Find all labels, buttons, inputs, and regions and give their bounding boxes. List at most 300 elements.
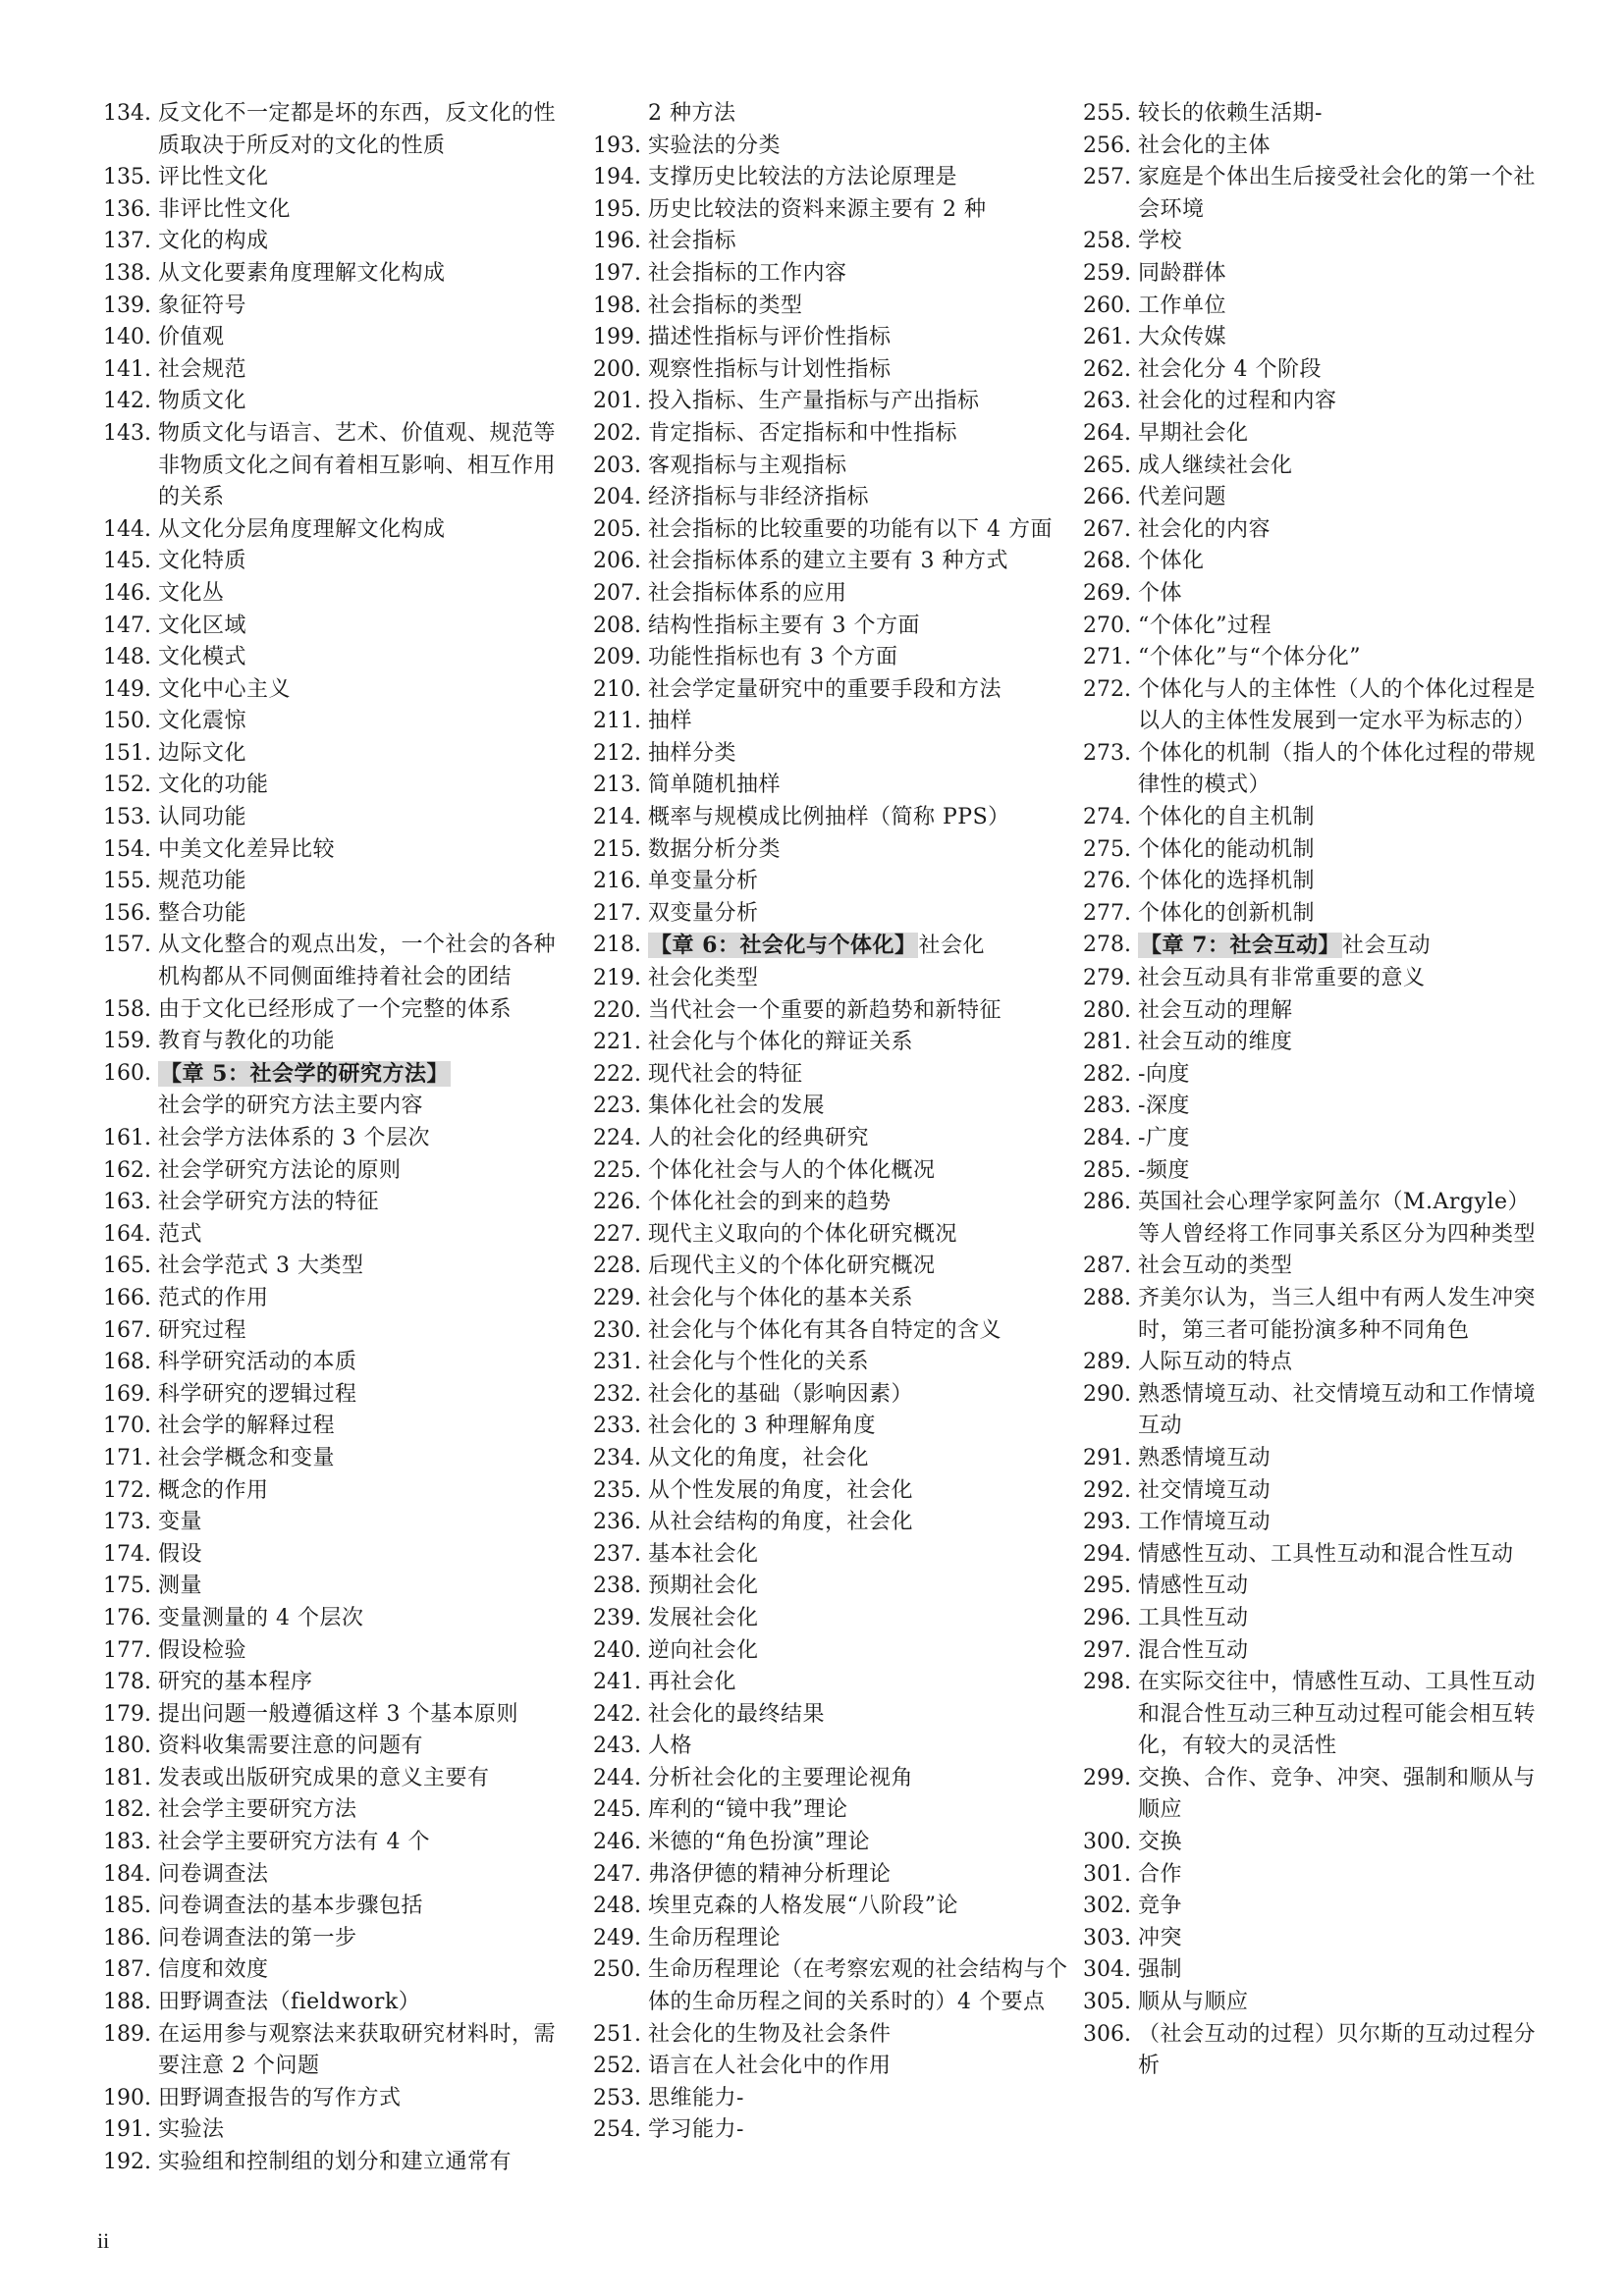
entry-label: 情感性互动、工具性互动和混合性互动 — [1138, 1541, 1514, 1567]
entry-number: 223. — [593, 1094, 641, 1119]
entry-label: 交换、合作、竞争、冲突、强制和顺从与顺应 — [1138, 1765, 1537, 1823]
entry-number: 305. — [1083, 1990, 1131, 2015]
entry-text — [1138, 611, 1548, 643]
entry-number: 298. — [1083, 1670, 1131, 1695]
entry-number: 273. — [1083, 740, 1131, 766]
entry-number: 229. — [593, 1285, 641, 1310]
toc-entry — [1077, 1635, 1548, 1668]
entry-label: 整合功能 — [158, 900, 247, 926]
entry-text — [158, 546, 568, 578]
toc-entry — [587, 451, 1068, 483]
entry-text — [648, 1155, 1068, 1188]
entry-text — [648, 1603, 1068, 1635]
entry-label: -广度 — [1138, 1126, 1190, 1150]
entry-number: 274. — [1083, 805, 1131, 830]
entry-number: 300. — [1083, 1830, 1131, 1855]
entry-number: 194. — [593, 165, 641, 190]
entry-label: 预期社会化 — [648, 1574, 759, 1599]
toc-entry — [587, 866, 1068, 898]
toc-column-2 — [587, 98, 1068, 2147]
toc-entry — [587, 162, 1068, 194]
toc-entry — [97, 1923, 568, 1955]
entry-text — [648, 2051, 1068, 2083]
entry-text — [648, 194, 1068, 227]
toc-entry — [587, 354, 1068, 387]
toc-entry — [1077, 1059, 1548, 1092]
toc-entry — [587, 1603, 1068, 1635]
entry-text — [648, 1091, 1068, 1123]
entry-label: 社会指标体系的建立主要有 3 种方式 — [648, 549, 1008, 574]
entry-label: 社会化与个体化有其各自特定的含义 — [648, 1317, 1002, 1343]
entry-text — [158, 930, 568, 993]
entry-text — [158, 738, 568, 771]
entry-text — [158, 386, 568, 418]
entry-number: 286. — [1083, 1190, 1131, 1215]
toc-entry — [1077, 291, 1548, 323]
toc-entry — [97, 514, 568, 547]
entry-text — [648, 514, 1068, 547]
entry-label: 社会学范式 3 大类型 — [158, 1254, 364, 1279]
entry-label: “个体化”过程 — [1138, 613, 1272, 638]
entry-number: 198. — [593, 293, 641, 318]
toc-entry — [97, 1827, 568, 1859]
toc-entry — [1077, 1539, 1548, 1572]
entry-text — [1138, 674, 1548, 738]
entry-text — [648, 834, 1068, 867]
toc-entry — [587, 482, 1068, 514]
entry-number: 293. — [1083, 1510, 1131, 1535]
entry-label: 在实际交往中，情感性互动、工具性互动和混合性互动三种互动过程可能会相互转化，有较大的灵活性 — [1138, 1670, 1537, 1759]
entry-text — [648, 1315, 1068, 1348]
toc-entry — [587, 834, 1068, 867]
entry-text — [1138, 354, 1548, 387]
entry-number: 205. — [593, 516, 641, 542]
entry-text — [158, 322, 568, 354]
toc-entry — [587, 1315, 1068, 1348]
entry-text — [1138, 322, 1548, 354]
entry-text — [158, 1603, 568, 1635]
entry-label: 研究过程 — [158, 1317, 247, 1343]
entry-number: 135. — [103, 165, 151, 190]
entry-label: 规范功能 — [158, 869, 247, 894]
entry-number: 215. — [593, 836, 641, 862]
entry-text — [648, 1411, 1068, 1443]
entry-text — [648, 1251, 1068, 1283]
entry-label: 观察性指标与计划性指标 — [648, 356, 892, 382]
entry-text — [1138, 1475, 1548, 1508]
entry-number: 145. — [103, 549, 151, 574]
toc-entry — [587, 1539, 1068, 1572]
toc-entry — [97, 930, 568, 993]
entry-text — [1138, 1667, 1548, 1763]
toc-entry — [587, 546, 1068, 578]
entry-number: 285. — [1083, 1157, 1131, 1183]
entry-number: 148. — [103, 645, 151, 670]
entry-label: 英国社会心理学家阿盖尔（M.Argyle）等人曾经将工作同事关系区分为四种类型 — [1138, 1190, 1537, 1247]
entry-label: 实验法 — [158, 2117, 225, 2143]
entry-label: 文化丛 — [158, 580, 225, 606]
entry-text — [158, 834, 568, 867]
toc-entry — [587, 738, 1068, 771]
entry-text — [158, 611, 568, 643]
entry-text — [1138, 98, 1548, 131]
entry-text — [648, 1954, 1068, 2018]
entry-label: 强制 — [1138, 1957, 1183, 1983]
entry-number: 211. — [593, 709, 641, 734]
entry-number: 202. — [593, 420, 641, 446]
entry-text — [158, 1155, 568, 1188]
entry-number: 280. — [1083, 997, 1131, 1023]
entry-text — [648, 131, 1068, 163]
entry-text — [158, 1731, 568, 1763]
entry-text — [1138, 995, 1548, 1028]
entry-text — [648, 1539, 1068, 1572]
entry-label: 在运用参与观察法来获取研究材料时，需要注意 2 个问题 — [158, 2021, 557, 2079]
entry-label: 混合性互动 — [1138, 1637, 1249, 1663]
entry-number: 302. — [1083, 1894, 1131, 1919]
entry-number: 265. — [1083, 453, 1131, 478]
entry-number: 284. — [1083, 1126, 1131, 1150]
entry-label: 从文化要素角度理解文化构成 — [158, 260, 446, 286]
entry-label: 社会化的生物及社会条件 — [648, 2021, 892, 2047]
entry-text — [158, 1379, 568, 1412]
entry-text — [1138, 482, 1548, 514]
entry-text — [1138, 1347, 1548, 1379]
entry-label: 范式 — [158, 1221, 203, 1247]
toc-entry — [587, 770, 1068, 802]
entry-label: 社会化 — [918, 934, 985, 959]
toc-entry — [1077, 1667, 1548, 1763]
toc-entry — [97, 98, 568, 162]
toc-entry — [1077, 1091, 1548, 1123]
entry-text — [158, 1507, 568, 1539]
entry-label: 文化震惊 — [158, 709, 247, 734]
toc-entry — [97, 194, 568, 227]
entry-number: 155. — [103, 869, 151, 894]
toc-entry — [97, 1187, 568, 1219]
entry-text — [648, 866, 1068, 898]
toc-entry — [97, 1251, 568, 1283]
entry-label: 社会化与个体化的辩证关系 — [648, 1030, 914, 1055]
entry-number: 175. — [103, 1574, 151, 1599]
entry-text — [158, 1315, 568, 1348]
toc-column-1 — [97, 98, 568, 2179]
entry-text — [648, 642, 1068, 674]
entry-label: 生命历程理论（在考察宏观的社会结构与个体的生命历程之间的关系时的）4 个要点 — [648, 1957, 1068, 2015]
entry-text — [158, 1058, 568, 1092]
entry-number: 290. — [1083, 1381, 1131, 1407]
entry-number: 232. — [593, 1381, 641, 1407]
entry-number: 166. — [103, 1285, 151, 1310]
toc-entry — [1077, 995, 1548, 1028]
entry-number: 301. — [1083, 1861, 1131, 1887]
entry-text — [1138, 1379, 1548, 1443]
entry-number: 167. — [103, 1317, 151, 1343]
entry-label: 情感性互动 — [1138, 1574, 1249, 1599]
entry-number: 199. — [593, 325, 641, 350]
entry-text — [1138, 1059, 1548, 1092]
entry-number: 182. — [103, 1797, 151, 1823]
entry-text — [158, 1571, 568, 1603]
entry-label: 社会互动 — [1341, 934, 1431, 959]
entry-number: 291. — [1083, 1445, 1131, 1470]
entry-text — [648, 354, 1068, 387]
toc-entry — [97, 1539, 568, 1572]
entry-number: 149. — [103, 676, 151, 702]
entry-text — [1138, 162, 1548, 226]
entry-label: 投入指标、生产量指标与产出指标 — [648, 389, 980, 414]
entry-label: 简单随机抽样 — [648, 773, 782, 798]
entry-label: 个体化的机制（指人的个体化过程的带规律性的模式） — [1138, 740, 1537, 798]
entry-number: 289. — [1083, 1350, 1131, 1375]
entry-text — [158, 291, 568, 323]
entry-label: 个体化的创新机制 — [1138, 900, 1316, 926]
toc-entry — [97, 162, 568, 194]
entry-label: 顺从与顺应 — [1138, 1990, 1249, 2015]
entry-number: 233. — [593, 1414, 641, 1439]
entry-number: 252. — [593, 2054, 641, 2079]
entry-text — [158, 514, 568, 547]
entry-label: 双变量分析 — [648, 900, 759, 926]
toc-entry — [587, 418, 1068, 451]
entry-text — [1138, 514, 1548, 547]
chapter-heading-entry — [1077, 930, 1548, 963]
entry-text — [1138, 930, 1548, 963]
entry-number: 168. — [103, 1350, 151, 1375]
entry-number: 267. — [1083, 516, 1131, 542]
toc-entry — [587, 1794, 1068, 1827]
entry-label: 社会学主要研究方法 — [158, 1797, 357, 1823]
toc-entry — [1077, 546, 1548, 578]
toc-entry — [97, 1859, 568, 1892]
entry-number: 264. — [1083, 420, 1131, 446]
chapter-heading-entry — [97, 1058, 568, 1092]
entry-number: 212. — [593, 740, 641, 766]
entry-number: 237. — [593, 1541, 641, 1567]
entry-number: 136. — [103, 196, 151, 222]
entry-number: 208. — [593, 613, 641, 638]
entry-number: 196. — [593, 229, 641, 254]
entry-text — [158, 98, 568, 162]
entry-number: 134. — [103, 101, 151, 126]
toc-entry — [587, 322, 1068, 354]
entry-number: 184. — [103, 1861, 151, 1887]
entry-number: 161. — [103, 1126, 151, 1150]
toc-entry — [587, 258, 1068, 291]
entry-text — [158, 1187, 568, 1219]
toc-entry — [97, 2019, 568, 2083]
entry-label: 肯定指标、否定指标和中性指标 — [648, 420, 958, 446]
entry-number: 195. — [593, 196, 641, 222]
toc-entry — [587, 1699, 1068, 1732]
entry-label: 社会指标体系的应用 — [648, 580, 847, 606]
toc-entry — [587, 802, 1068, 834]
entry-label: 认同功能 — [158, 805, 247, 830]
entry-text — [648, 963, 1068, 995]
entry-label: 早期社会化 — [1138, 420, 1249, 446]
entry-number: 259. — [1083, 260, 1131, 286]
toc-entry — [97, 1123, 568, 1155]
entry-text — [1138, 1283, 1548, 1347]
entry-text — [158, 1794, 568, 1827]
toc-entry — [97, 611, 568, 643]
entry-number: 200. — [593, 356, 641, 382]
entry-number: 249. — [593, 1925, 641, 1950]
toc-entry — [1077, 1923, 1548, 1955]
toc-entry — [587, 291, 1068, 323]
entry-label: 学习能力- — [648, 2117, 744, 2143]
entry-label: 测量 — [158, 1574, 203, 1599]
toc-entry — [587, 611, 1068, 643]
entry-text — [158, 2083, 568, 2115]
entry-label: 集体化社会的发展 — [648, 1094, 826, 1119]
toc-entry — [587, 706, 1068, 738]
entry-label: 2 种方法 — [648, 101, 736, 126]
toc-entry — [587, 1635, 1068, 1668]
entry-text — [648, 1763, 1068, 1795]
entry-number: 201. — [593, 389, 641, 414]
entry-label: 同龄群体 — [1138, 260, 1227, 286]
entry-label: 评比性文化 — [158, 165, 269, 190]
entry-label: 假设 — [158, 1541, 203, 1567]
entry-text — [158, 1827, 568, 1859]
entry-number: 172. — [103, 1477, 151, 1503]
toc-entry — [97, 578, 568, 611]
entry-number: 191. — [103, 2117, 151, 2143]
toc-entry — [587, 578, 1068, 611]
entry-text — [648, 1219, 1068, 1252]
entry-text — [1138, 131, 1548, 163]
toc-entry — [587, 963, 1068, 995]
entry-label: -向度 — [1138, 1061, 1190, 1087]
entry-number: 269. — [1083, 580, 1131, 606]
entry-number: 186. — [103, 1925, 151, 1950]
entry-text — [1138, 418, 1548, 451]
toc-entry — [97, 1571, 568, 1603]
entry-label: 象征符号 — [158, 293, 247, 318]
entry-number: 158. — [103, 996, 151, 1022]
entry-number: 297. — [1083, 1637, 1131, 1663]
entry-text — [648, 322, 1068, 354]
entry-text — [648, 1443, 1068, 1475]
entry-label: 描述性指标与评价性指标 — [648, 325, 892, 350]
entry-text — [648, 386, 1068, 418]
toc-entry — [97, 258, 568, 291]
entry-number: 190. — [103, 2085, 151, 2110]
entry-label: 社交情境互动 — [1138, 1477, 1272, 1503]
entry-label: 社会学的解释过程 — [158, 1414, 336, 1439]
entry-number: 147. — [103, 613, 151, 638]
entry-number: 240. — [593, 1637, 641, 1663]
entry-label: 个体化与人的主体性（人的个体化过程是以人的主体性发展到一定水平为标志的） — [1138, 676, 1537, 734]
entry-label: 社会学定量研究中的重要手段和方法 — [648, 676, 1002, 702]
entry-label: 工作单位 — [1138, 293, 1227, 318]
entry-number: 277. — [1083, 900, 1131, 926]
entry-text — [158, 1026, 568, 1058]
entry-label: 社会规范 — [158, 356, 247, 382]
entry-label: （社会互动的过程）贝尔斯的互动过程分析 — [1138, 2021, 1537, 2079]
entry-text — [158, 2019, 568, 2083]
toc-entry — [587, 386, 1068, 418]
entry-text — [1138, 1091, 1548, 1123]
toc-entry — [97, 226, 568, 258]
toc-entry — [587, 1059, 1068, 1092]
toc-entry — [97, 1091, 568, 1123]
entry-text — [648, 898, 1068, 931]
entry-label: 思维能力- — [648, 2085, 744, 2110]
entry-label: 教育与教化的功能 — [158, 1029, 336, 1054]
entry-number: 222. — [593, 1061, 641, 1087]
entry-label: 从社会结构的角度，社会化 — [648, 1510, 914, 1535]
entry-label: 边际文化 — [158, 740, 247, 766]
toc-entry — [587, 98, 1068, 131]
toc-entry — [1077, 482, 1548, 514]
entry-label: 发表或出版研究成果的意义主要有 — [158, 1765, 490, 1790]
toc-entry — [1077, 418, 1548, 451]
toc-entry — [1077, 1187, 1548, 1251]
entry-label: 从文化整合的观点出发，一个社会的各种机构都从不同侧面维持着社会的团结 — [158, 933, 557, 990]
entry-label: 田野调查报告的写作方式 — [158, 2085, 402, 2110]
toc-entry — [1077, 226, 1548, 258]
entry-text — [648, 1475, 1068, 1508]
entry-label: 科学研究活动的本质 — [158, 1350, 357, 1375]
entry-number: 288. — [1083, 1285, 1131, 1310]
entry-number: 224. — [593, 1126, 641, 1150]
entry-number: 247. — [593, 1861, 641, 1887]
entry-text — [648, 451, 1068, 483]
entry-text — [648, 738, 1068, 771]
entry-number: 234. — [593, 1445, 641, 1470]
toc-entry — [1077, 1891, 1548, 1923]
entry-number: 278. — [1083, 933, 1131, 958]
toc-entry — [1077, 131, 1548, 163]
toc-entry — [97, 2083, 568, 2115]
entry-text — [648, 1635, 1068, 1668]
toc-entry — [587, 1411, 1068, 1443]
entry-text — [158, 1891, 568, 1923]
entry-text — [1138, 738, 1548, 802]
entry-number: 159. — [103, 1029, 151, 1054]
toc-entry — [97, 1954, 568, 1987]
entry-number: 162. — [103, 1157, 151, 1183]
entry-number: 255. — [1083, 101, 1131, 126]
toc-entry — [97, 674, 568, 707]
entry-label: 学校 — [1138, 229, 1183, 254]
entry-label: 单变量分析 — [648, 869, 759, 894]
entry-text — [1138, 1027, 1548, 1059]
entry-number: 210. — [593, 676, 641, 702]
entry-text — [648, 995, 1068, 1028]
entry-label: 齐美尔认为，当三人组中有两人发生冲突时，第三者可能扮演多种不同角色 — [1138, 1285, 1537, 1343]
toc-entry — [587, 2114, 1068, 2147]
entry-number: 226. — [593, 1190, 641, 1215]
entry-label: 工具性互动 — [1138, 1605, 1249, 1630]
entry-text — [1138, 2019, 1548, 2083]
entry-label: 反文化不一定都是坏的东西，反文化的性质取决于所反对的文化的性质 — [158, 101, 557, 158]
entry-text — [158, 1954, 568, 1987]
toc-entry — [587, 1251, 1068, 1283]
entry-label: 历史比较法的资料来源主要有 2 种 — [648, 196, 987, 222]
entry-label: 抽样分类 — [648, 740, 737, 766]
entry-label: 文化中心主义 — [158, 676, 292, 702]
toc-entry — [1077, 1155, 1548, 1188]
toc-entry — [97, 1026, 568, 1058]
entry-number: 150. — [103, 709, 151, 734]
entry-text — [648, 1187, 1068, 1219]
toc-entry — [1077, 674, 1548, 738]
toc-entry — [587, 1859, 1068, 1892]
entry-text — [648, 1283, 1068, 1315]
